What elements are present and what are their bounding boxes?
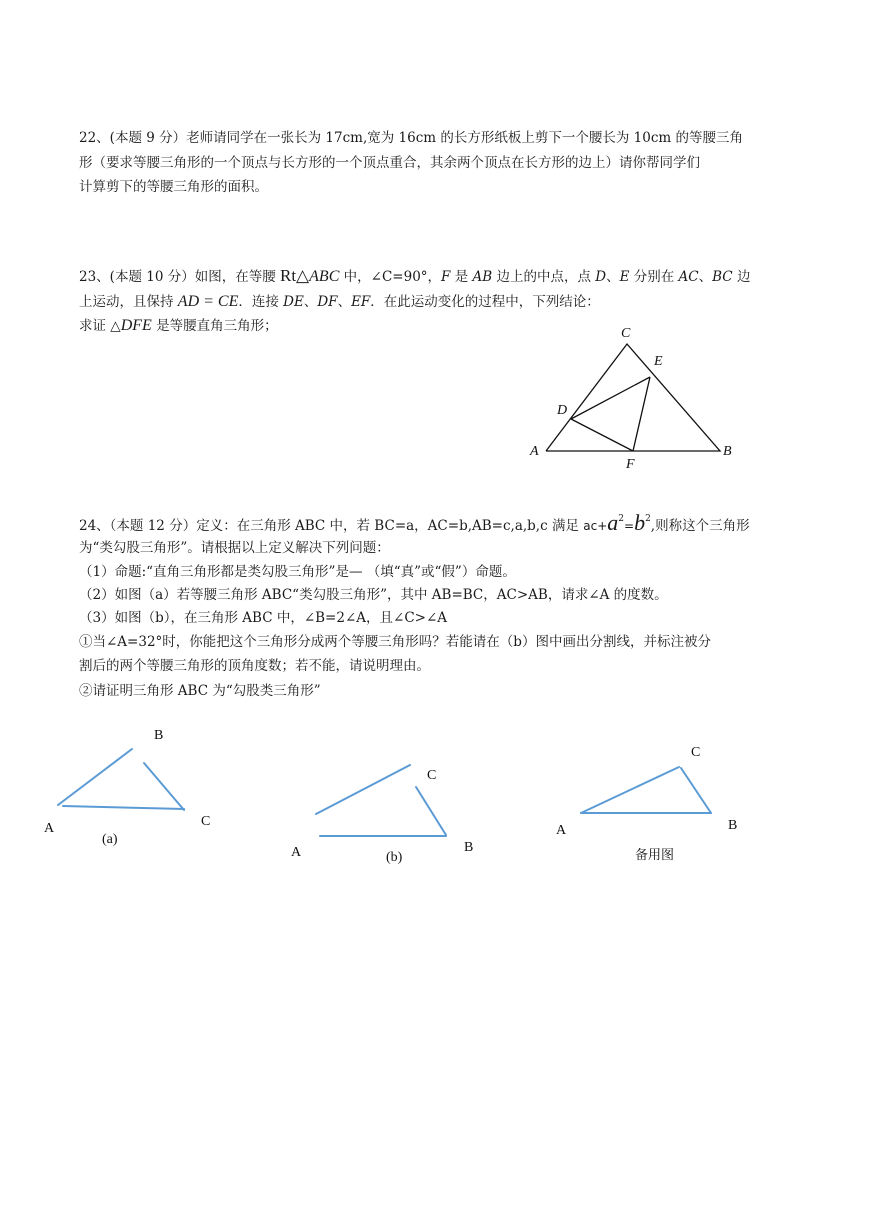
segment-de	[571, 377, 650, 419]
q23-line-1	[79, 264, 791, 290]
fig-a-label-a: A	[44, 821, 55, 836]
q23-dfe: DFE	[120, 317, 152, 334]
q23-var: AC	[678, 269, 699, 285]
q24-line: （3）如图（b），在三角形 ABC 中，∠B=2∠A，且∠C>∠A	[79, 609, 448, 626]
fig-b-side-ac	[316, 765, 410, 814]
fig-b-label-a: A	[291, 845, 302, 860]
q23-text: 、	[337, 293, 352, 310]
q23-abc: ABC	[309, 268, 340, 285]
fig-b-caption: (b)	[386, 850, 403, 865]
q23-var: BC	[712, 269, 733, 285]
q23-text: ．连接	[238, 293, 284, 310]
q23-var: AB	[472, 269, 493, 285]
q23-text: 、	[606, 269, 620, 285]
q24-line-1	[79, 502, 791, 536]
q23-text: 边	[732, 269, 751, 285]
segment-df	[571, 419, 633, 451]
fig-a-side-bc	[144, 763, 184, 810]
q23-text: 中，∠C=90°，	[339, 269, 442, 285]
q24-line: （1）命题:“直角三角形都是类勾股三角形”是— （填“真”或“假”）命题。	[79, 563, 516, 580]
label-a: A	[530, 444, 539, 459]
q23-var: DE	[283, 293, 304, 310]
fig-a-side-ac	[63, 806, 184, 809]
q23-text: 是等腰直角三角形；	[151, 318, 278, 334]
spare-caption: 备用图	[635, 848, 675, 863]
q22-line-3: 计算剪下的等腰三角形的面积。	[79, 179, 268, 195]
question-24	[79, 502, 791, 703]
q24-line: ②请证明三角形 ABC 为“勾股类三角形”	[79, 682, 321, 699]
q23-text: 分别在	[629, 269, 679, 285]
q23-line-2	[79, 290, 791, 315]
question-22	[79, 126, 791, 200]
fig-b-side-cb	[416, 787, 446, 835]
fig-a-caption: (a)	[102, 832, 118, 847]
q24-b: b	[634, 510, 646, 535]
q24-sup: 2	[645, 514, 651, 524]
q24-text: 24、（本题 12 分）定义：在三角形 ABC 中，若 BC=a，AC=b,AB=c,a,b,c 满足	[79, 518, 584, 534]
spare-label-a: A	[556, 823, 567, 838]
figure-b	[280, 755, 490, 870]
q23-text: 边上的中点，点	[492, 269, 596, 285]
q23-text: 是	[450, 269, 473, 285]
q24-line: 为“类勾股三角形”。请根据以上定义解决下列问题：	[79, 540, 390, 556]
spare-label-c: C	[691, 745, 701, 760]
q23-rt: Rt△	[280, 266, 310, 285]
figure-spare	[545, 735, 755, 870]
q23-var: D	[595, 269, 607, 285]
label-f: F	[626, 457, 635, 472]
fig-a-label-c: C	[201, 814, 211, 829]
q23-equation: AD = CE	[177, 292, 239, 310]
q23-triangle-figure	[520, 318, 750, 478]
q23-text: 、	[698, 269, 713, 285]
q23-text: 、	[303, 293, 318, 310]
q24-text: ,则称这个三角形	[650, 518, 750, 534]
q24-line: （2）如图（a）若等腰三角形 ABC“类勾股三角形”，其中 AB=BC，AC>AB，请求∠A 的度数。	[79, 586, 668, 603]
fig-a-label-b: B	[154, 728, 164, 743]
fig-b-label-b: B	[464, 840, 474, 855]
q23-text: 23、(本题 10 分）如图，在等腰	[79, 269, 280, 285]
label-e: E	[654, 354, 663, 369]
fig-a-side-ab	[58, 749, 132, 805]
segment-ef	[633, 377, 650, 451]
q23-var: DF	[317, 293, 338, 310]
label-c: C	[621, 326, 631, 341]
q24-eq: =	[624, 519, 635, 533]
q23-text: ．在此运动变化的过程中，下列结论：	[370, 293, 600, 310]
q24-sup: 2	[618, 514, 624, 524]
q24-ac: ac+	[583, 519, 608, 533]
q22-line-2: 形（要求等腰三角形的一个顶点与长方形的一个顶点重合，其余两个顶点在长方形的边上）请你帮同学们	[79, 154, 700, 171]
spare-side-cb	[681, 768, 711, 813]
q22-line-1: 22、(本题 9 分）老师请同学在一张长为 17cm,宽为 16cm 的长方形纸板上剪下一个腰长为 10cm 的等腰三角	[79, 130, 743, 146]
spare-side-ac	[581, 767, 679, 813]
q23-text: 求证 △	[79, 318, 121, 334]
q23-text: 上运动，且保持	[79, 293, 178, 310]
label-b: B	[723, 444, 732, 459]
q23-var: EF	[351, 293, 371, 310]
q24-line: 割后的两个等腰三角形的顶角度数；若不能，请说明理由。	[79, 658, 430, 674]
q24-body	[79, 536, 791, 703]
q23-var: F	[441, 269, 451, 285]
q23-var: E	[619, 269, 630, 285]
figure-a	[30, 720, 230, 850]
triangle-abc	[546, 344, 720, 451]
label-d: D	[557, 403, 568, 418]
q24-a: a	[607, 510, 619, 535]
fig-b-label-c: C	[427, 768, 437, 783]
q24-line: ①当∠A=32°时，你能把这个三角形分成两个等腰三角形吗？若能请在（b）图中画出分割线，并标注被分	[79, 633, 711, 650]
spare-label-b: B	[728, 818, 738, 833]
